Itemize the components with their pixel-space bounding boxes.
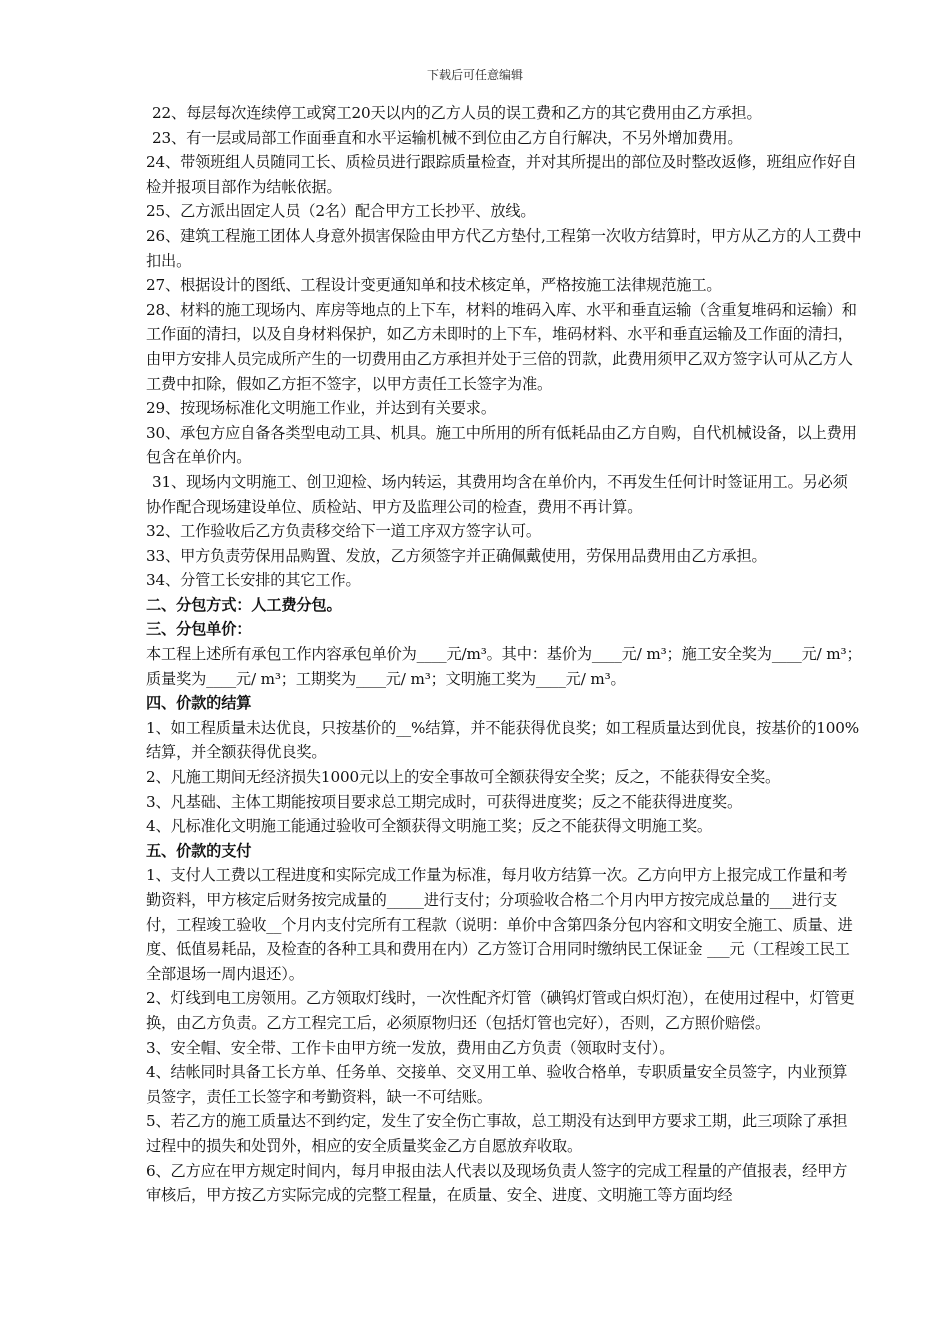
clause-paragraph: 27、根据设计的图纸、工程设计变更通知单和技术核定单，严格按施工法律规范施工。 bbox=[146, 276, 722, 295]
clause-paragraph: 6、乙方应在甲方规定时间内，每月申报由法人代表以及现场负责人签字的完成工程量的产值报表，经甲方审核后，甲方按乙方实际完成的完整工程量，在质量、安全、进度、文明施工等方面均经 bbox=[146, 1161, 848, 1205]
clause-paragraph: 30、承包方应自备各类型电动工具、机具。施工中所用的所有低耗品由乙方自购，自代机械设备，以上费用包含在单价内。 bbox=[146, 423, 857, 467]
section-heading: 二、分包方式：人工费分包。 bbox=[146, 595, 342, 614]
clause-paragraph: 22、每层每次连续停工或窝工20天以内的乙方人员的误工费和乙方的其它费用由乙方承担。 bbox=[152, 104, 762, 122]
clause-paragraph: 2、凡施工期间无经济损失1000元以上的安全事故可全额获得安全奖；反之，不能获得安全奖。 bbox=[146, 768, 781, 787]
clause-paragraph: 32、工作验收后乙方负责移交给下一道工序双方签字认可。 bbox=[146, 522, 541, 541]
clause-paragraph: 33、甲方负责劳保用品购置、发放，乙方须签字并正确佩戴使用，劳保用品费用由乙方承担。 bbox=[146, 546, 767, 565]
clause-paragraph: 23、有一层或局部工作面垂直和水平运输机械不到位由乙方自行解决，不另外增加费用。 bbox=[152, 128, 743, 147]
clause-paragraph: 26、建筑工程施工团体人身意外损害保险由甲方代乙方垫付,工程第一次收方结算时，甲方从乙方的人工费中扣出。 bbox=[146, 226, 862, 270]
clause-paragraph: 3、安全帽、安全带、工作卡由甲方统一发放，费用由乙方负责（领取时支付）。 bbox=[146, 1038, 675, 1057]
clause-paragraph: 31、现场内文明施工、创卫迎检、场内转运，其费用均含在单价内，不再发生任何计时签证用工。另必须协作配合现场建设单位、质检站、甲方及监理公司的检查，费用不再计算。 bbox=[146, 472, 848, 516]
clause-paragraph: 34、分管工长安排的其它工作。 bbox=[146, 571, 361, 590]
document-body bbox=[146, 101, 862, 1208]
clause-paragraph: 4、结帐同时具备工长方单、任务单、交接单、交叉用工单、验收合格单，专职质量安全员签字，内业预算员签字，责任工长签字和考勤资料，缺一不可结账。 bbox=[146, 1063, 848, 1106]
page-header: 下载后可任意编辑 bbox=[426, 68, 523, 82]
clause-paragraph: 28、材料的施工现场内、库房等地点的上下车，材料的堆码入库、水平和垂直运输（含重复堆码和运输）和工作面的清扫，以及自身材料保护，如乙方未即时的上下车，堆码材料、水平和垂直运输及工作面的清扫，由甲方安排人员完成所产生的一切费用由乙方承担并处于三倍的罚款，此费用须甲乙双方签字认可从乙方人工费中扣除，假如乙方拒不签字，以甲方责任工长签字为准。 bbox=[146, 300, 857, 393]
clause-paragraph: 2、灯线到电工房领用。乙方领取灯线时，一次性配齐灯管（碘钨灯管或白炽灯泡），在使用过程中，灯管更换，由乙方负责。乙方工程完工后，必须原物归还（包括灯管也完好），否则，乙方照价赔偿。 bbox=[146, 989, 855, 1032]
clause-paragraph: 4、凡标准化文明施工能通过验收可全额获得文明施工奖；反之不能获得文明施工奖。 bbox=[146, 817, 712, 836]
clause-paragraph: 29、按现场标准化文明施工作业，并达到有关要求。 bbox=[146, 399, 496, 418]
section-heading: 五、价款的支付 bbox=[146, 841, 252, 860]
clause-paragraph: 24、带领班组人员随同工长、质检员进行跟踪质量检查，并对其所提出的部位及时整改返修，班组应作好自检并报项目部作为结帐依据。 bbox=[146, 153, 857, 196]
clause-paragraph: 5、若乙方的施工质量达不到约定，发生了安全伤亡事故，总工期没有达到甲方要求工期，此三项除了承担过程中的损失和处罚外，相应的安全质量奖金乙方自愿放弃收取。 bbox=[146, 1112, 848, 1155]
clause-paragraph: 1、如工程质量未达优良，只按基价的__%结算，并不能获得优良奖；如工程质量达到优良，按基价的100%结算，并全额获得优良奖。 bbox=[146, 718, 860, 762]
clause-paragraph: 本工程上述所有承包工作内容承包单价为____元/m³。其中：基价为____元/ m³；施工安全奖为____元/ m³；质量奖为____元/ m³；工期奖为____元/ m³；文明施工奖为____元/ m³。 bbox=[146, 645, 862, 688]
clause-paragraph: 25、乙方派出固定人员（2名）配合甲方工长抄平、放线。 bbox=[146, 202, 536, 221]
section-heading: 三、分包单价： bbox=[146, 620, 252, 639]
clause-paragraph: 3、凡基础、主体工期能按项目要求总工期完成时，可获得进度奖；反之不能获得进度奖。 bbox=[146, 792, 742, 811]
section-heading: 四、价款的结算 bbox=[146, 694, 252, 713]
clause-paragraph: 1、支付人工费以工程进度和实际完成工作量为标准，每月收方结算一次。乙方向甲方上报完成工作量和考勤资料，甲方核定后财务按完成量的_____进行支付；分项验收合格二个月内甲方按完成总量的___进行支付，工程竣工验收__个月内支付完所有工程款（说明：单价中含第四条分包内容和文明安全施工、质量、进度、低值易耗品，及检查的各种工具和费用在内）乙方签订合用同时缴纳民工保证金 ___元（工程竣工民工全部退场一周内退还）。 bbox=[146, 866, 853, 983]
